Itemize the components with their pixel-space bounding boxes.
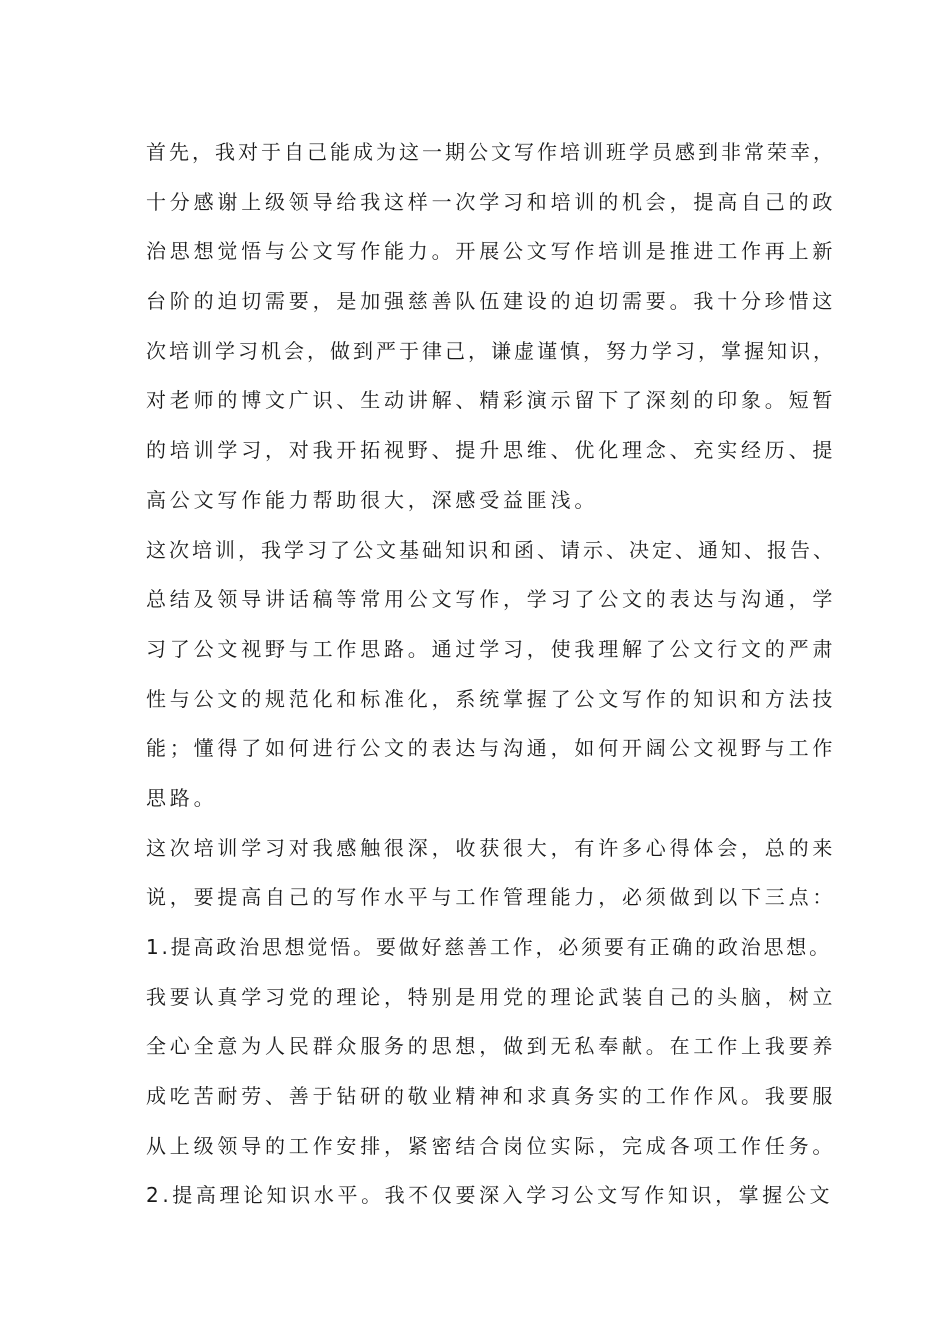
text-line: 2.提高理论知识水平。我不仅要深入学习公文写作知识，掌握公文 [146,1183,834,1208]
text-line: 高公文写作能力帮助很大，深感受益匪浅。 [146,487,599,512]
text-line: 全心全意为人民群众服务的思想，做到无私奉献。在工作上我要养 [146,1034,837,1059]
text-line: 台阶的迫切需要，是加强慈善队伍建设的迫切需要。我十分珍惜这 [146,289,837,314]
text-line: 能；懂得了如何进行公文的表达与沟通，如何开阔公文视野与工作 [146,736,837,761]
text-line: 说，要提高自己的写作水平与工作管理能力，必须做到以下三点： [146,885,837,910]
text-line: 治思想觉悟与公文写作能力。开展公文写作培训是推进工作再上新 [146,239,837,264]
text-line: 首先，我对于自己能成为这一期公文写作培训班学员感到非常荣幸， [146,140,836,164]
text-line: 这次培训，我学习了公文基础知识和函、请示、决定、通知、报告、 [146,537,836,562]
text-line: 总结及领导讲话稿等常用公文写作，学习了公文的表达与沟通，学 [146,587,837,612]
text-line: 的培训学习，对我开拓视野、提升思维、优化理念、充实经历、提 [146,438,837,463]
text-line: 思路。 [146,785,218,810]
text-line: 我要认真学习党的理论，特别是用党的理论武装自己的头脑，树立 [146,984,837,1009]
text-line: 成吃苦耐劳、善于钻研的敬业精神和求真务实的工作作风。我要服 [146,1084,837,1109]
text-line: 性与公文的规范化和标准化，系统掌握了公文写作的知识和方法技 [146,686,837,711]
text-line: 这次培训学习对我感触很深，收获很大，有许多心得体会，总的来 [146,835,837,860]
text-line: 从上级领导的工作安排，紧密结合岗位实际，完成各项工作任务。 [146,1133,837,1158]
text-line: 次培训学习机会，做到严于律己，谦虚谨慎，努力学习，掌握知识， [146,338,836,363]
text-line: 习了公文视野与工作思路。通过学习，使我理解了公文行文的严肃 [146,636,837,661]
text-line: 1.提高政治思想觉悟。要做好慈善工作，必须要有正确的政治思想。 [146,935,832,959]
document-body [146,132,837,1225]
text-line: 十分感谢上级领导给我这样一次学习和培训的机会，提高自己的政 [146,189,837,214]
text-line: 对老师的博文广识、生动讲解、精彩演示留下了深刻的印象。短暂 [146,388,837,413]
